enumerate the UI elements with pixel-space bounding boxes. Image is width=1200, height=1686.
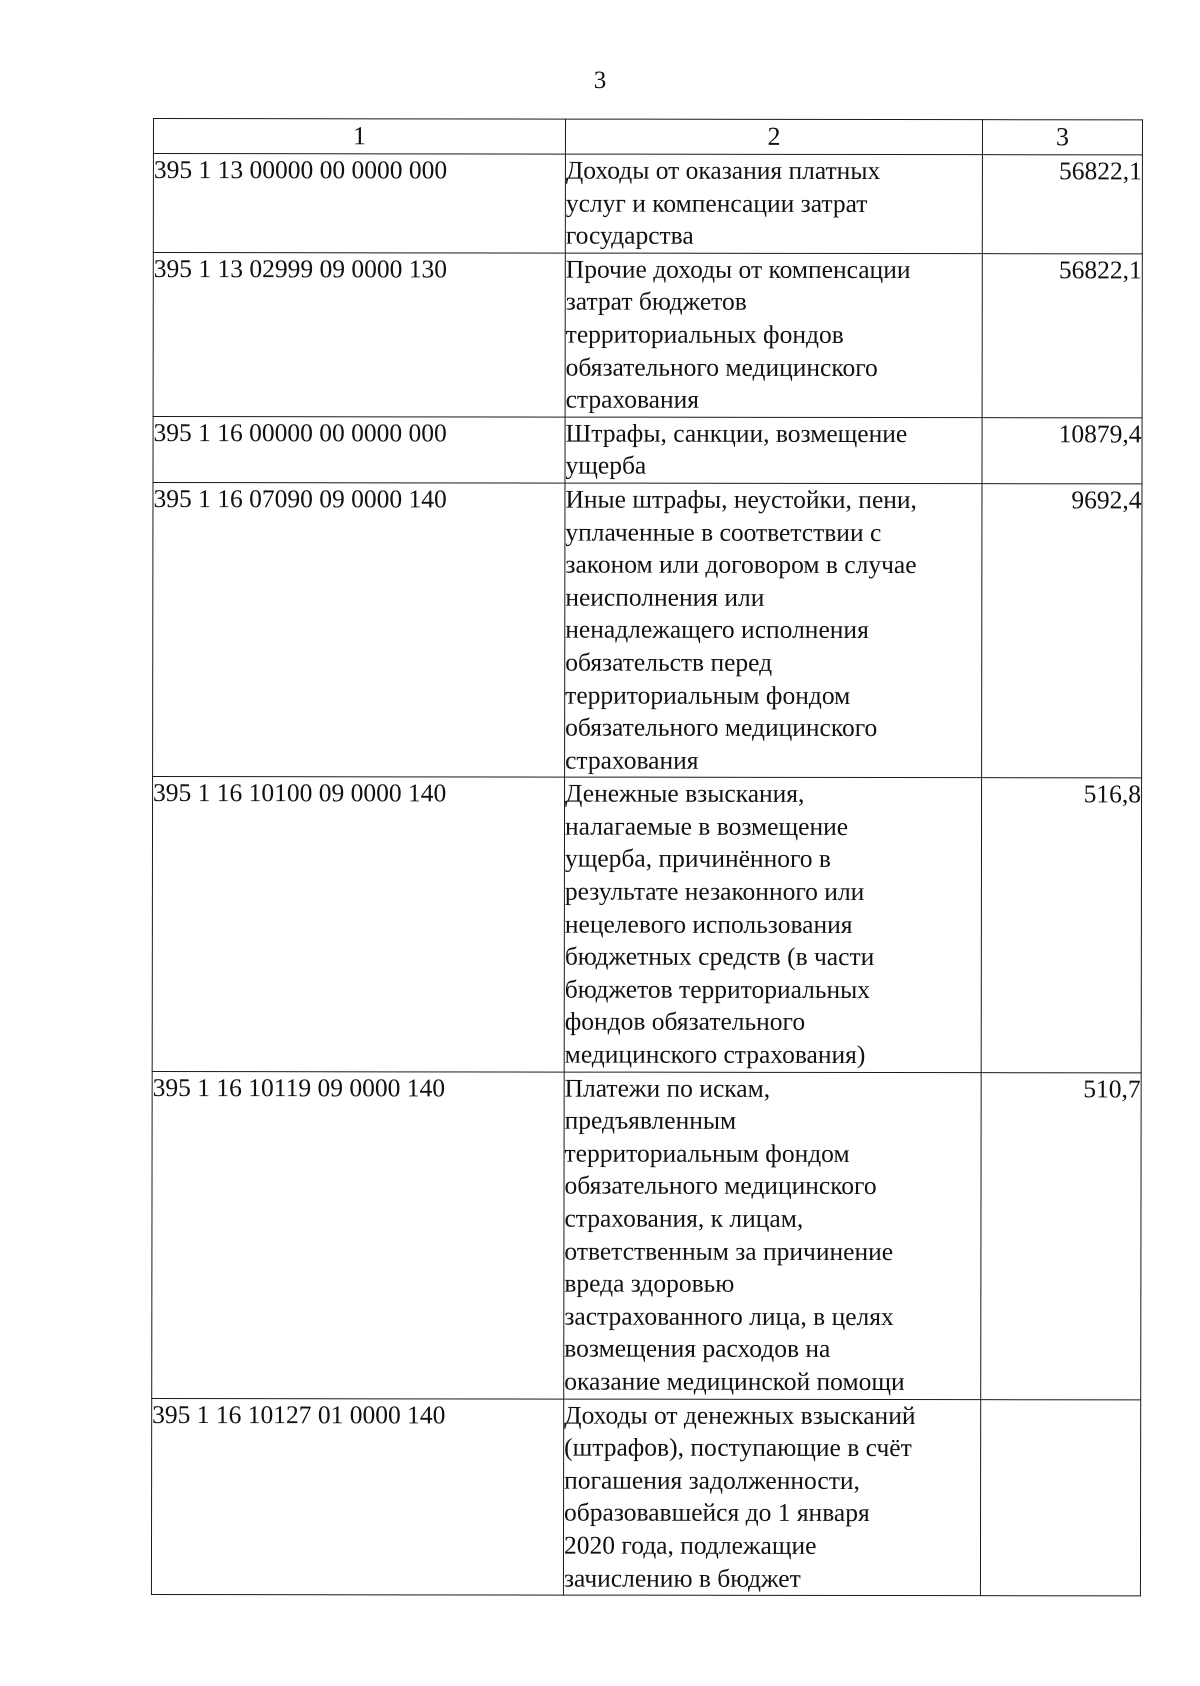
description-line: ущерба [565,450,647,481]
amount-cell: 10879,4 [982,417,1142,483]
description-line: бюджетных средств (в части [564,941,875,972]
revenue-description-cell [565,483,982,778]
table-row [151,1398,1140,1596]
revenue-description-cell [564,777,981,1072]
column-header-2: 2 [565,119,982,155]
description-line: Иные штрафы, неустойки, пени, [565,484,917,515]
table-row [152,777,1141,1073]
description-line: образовавшейся до 1 января [564,1497,870,1528]
budget-code-cell: 395 1 13 00000 00 0000 000 [153,154,565,253]
description-line: обязательного медицинского [565,352,878,382]
description-line: предъявленным [564,1105,737,1136]
description-line: страхования [565,384,700,414]
description-line: возмещения расходов на [564,1333,831,1364]
description-line: страхования, к лицам, [564,1203,804,1233]
description-line: фондов обязательного [564,1007,806,1037]
description-line: погашения задолженности, [564,1465,860,1495]
description-line: зачислению в бюджет [563,1563,801,1593]
column-header-3: 3 [982,120,1142,155]
budget-code-cell: 395 1 16 10119 09 0000 140 [152,1071,564,1399]
description-line: ненадлежащего исполнения [565,614,869,645]
description-line: результате незаконного или [564,876,865,907]
description-line: неисполнения или [565,582,765,612]
description-line: обязательного медицинского [565,712,878,743]
column-header-1: 1 [153,119,565,155]
description-line: страхования [565,745,699,775]
table-row [153,482,1142,778]
description-line: законом или договором в случае [565,549,917,580]
budget-revenue-table [151,118,1143,1597]
budget-code-cell: 395 1 16 00000 00 0000 000 [153,416,565,483]
description-line: застрахованного лица, в целях [564,1301,894,1331]
budget-code-cell: 395 1 16 07090 09 0000 140 [153,482,565,777]
amount-cell: 56822,1 [982,155,1142,254]
description-line: нецелевого использования [564,909,853,939]
description-line: медицинского страхования) [564,1039,866,1070]
description-line: обязательного медицинского [564,1170,877,1201]
description-line: территориальным фондом [564,1138,850,1168]
description-line: вреда здоровью [564,1268,735,1299]
description-line: уплаченные в соответствии с [565,517,882,547]
description-line: налагаемые в возмещение [564,811,849,841]
description-line: территориальных фондов [565,319,844,349]
amount-cell: 56822,1 [982,253,1142,417]
description-line: Прочие доходы от компенсации [565,254,911,284]
description-line: территориальным фондом [565,680,851,710]
description-line: государства [565,220,694,250]
budget-code-cell: 395 1 13 02999 09 0000 130 [153,252,565,417]
description-line: услуг и компенсации затрат [565,188,868,218]
revenue-description-cell [565,154,982,253]
description-line: Доходы от денежных взысканий [564,1400,916,1430]
description-line: Денежные взыскания, [565,778,805,809]
description-line: (штрафов), поступающие в счёт [564,1432,912,1463]
table-header-row [153,119,1142,155]
amount-cell: 510,7 [981,1072,1141,1399]
amount-cell [980,1399,1140,1596]
table-row [152,1071,1141,1399]
description-line: оказание медицинской помощи [564,1366,905,1397]
description-line: Штрафы, санкции, возмещение [565,418,908,448]
description-line: Платежи по искам, [564,1073,771,1103]
revenue-description-cell [564,1072,981,1400]
revenue-description-cell [563,1399,980,1596]
description-line: Доходы от оказания платных [565,155,881,186]
budget-code-cell: 395 1 16 10127 01 0000 140 [151,1398,563,1595]
table-row [153,154,1142,254]
description-line: 2020 года, подлежащие [563,1530,817,1560]
page-number: 3 [593,67,607,94]
table-row [153,416,1142,484]
amount-cell: 9692,4 [982,484,1142,779]
amount-cell: 516,8 [981,778,1141,1073]
description-line: затрат бюджетов [565,286,747,317]
revenue-description-cell [565,417,982,484]
table-row [153,252,1142,417]
description-line: бюджетов территориальных [564,974,871,1004]
description-line: обязательств перед [565,647,773,677]
table-body [151,154,1142,1597]
budget-code-cell: 395 1 16 10100 09 0000 140 [152,777,564,1072]
description-line: ущерба, причинённого в [564,844,832,874]
revenue-description-cell [565,253,982,418]
description-line: ответственным за причинение [564,1236,894,1266]
